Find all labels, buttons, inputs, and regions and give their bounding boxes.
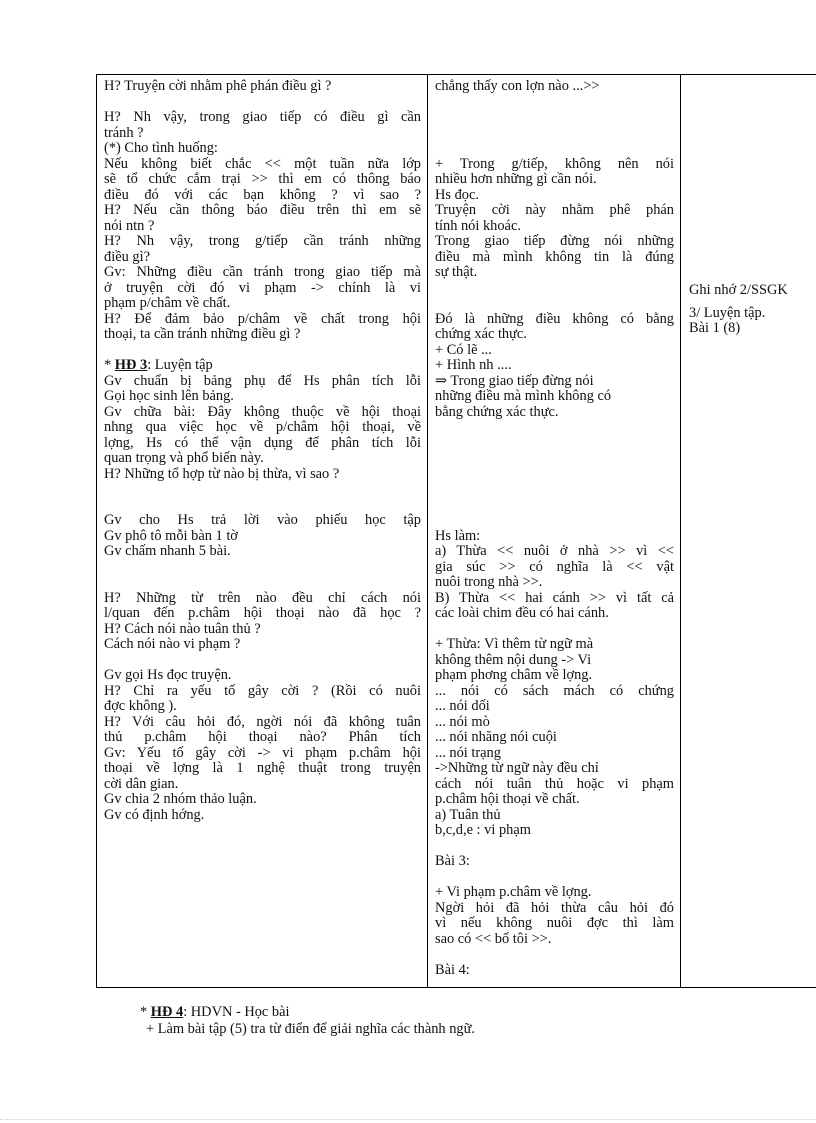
teacher-line: Gv chuẩn bị bảng phụ để Hs phân tích lỗi (104, 372, 421, 389)
student-line: các loài chim đều có hai cánh. (435, 605, 609, 621)
student-line: Đó là những điều không có bằng (435, 310, 674, 327)
teacher-line: cời dân gian. (104, 775, 179, 792)
student-line: Ngời hỏi đã hỏi thừa câu hỏi đó (435, 899, 674, 916)
note-line: Bài 1 (8) (689, 320, 741, 336)
teacher-line: H? Chỉ ra yếu tố gây cời ? (Rồi có nuôi (104, 682, 421, 699)
blank-line (104, 482, 421, 498)
teacher-line: điều gì? (104, 248, 150, 265)
teacher-line: Gv chữa bài: Đây không thuộc về hội thoại (104, 403, 421, 420)
teacher-line: thủ p.châm hội thoại nào? Phân tích (104, 729, 421, 745)
blank-line (435, 436, 674, 452)
teacher-line: Gv gọi Hs đọc truyện. (104, 667, 232, 683)
teacher-line: H? Những từ trên nào đều chỉ cách nói (104, 589, 421, 606)
blank-line (104, 95, 421, 111)
blank-line (104, 653, 421, 669)
section-title: : Luyện tập (147, 357, 213, 373)
spacer (689, 75, 816, 283)
student-line: phạm phơng châm về lợng. (435, 667, 593, 683)
blank-line (435, 498, 674, 514)
teacher-line: Gv: Những điều cần tránh trong giao tiếp mà (104, 264, 421, 280)
student-line: ⇒ Trong giao tiếp đừng nói (435, 372, 594, 389)
blank-line (435, 451, 674, 467)
student-line: sự thật. (435, 264, 478, 280)
teacher-line: H? Để đảm bảo p/châm về chất trong hội (104, 310, 421, 327)
student-line: vì nếu không nuôi đợc thì làm (435, 915, 674, 931)
teacher-line: sẽ tổ chức cắm trại >> thì em có thông báo (104, 171, 421, 187)
student-line: Truyện cời này nhằm phê phán (435, 202, 674, 218)
teacher-line: H? Nh vậy, trong giao tiếp có điều gì cần (104, 109, 421, 125)
student-line: bằng chứng xác thực. (435, 403, 559, 420)
page-bottom-divider (0, 1119, 816, 1120)
teacher-line: Gv cho Hs trả lời vào phiếu học tập (104, 512, 421, 528)
student-line: b,c,d,e : vi phạm (435, 822, 531, 838)
student-line: gia súc >> có nghĩa là << vật (435, 558, 674, 575)
blank-line (435, 141, 674, 157)
blank-line (104, 560, 421, 576)
footer-star: * (140, 1004, 151, 1020)
student-line: ... nói nhăng nói cuội (435, 729, 557, 745)
teacher-line: Gv có định hớng. (104, 806, 205, 823)
teacher-line: phạm p/châm về chất. (104, 295, 231, 311)
teacher-line: quan trọng và phổ biến này. (104, 450, 264, 466)
teacher-line: Nếu không biết chắc << một tuần nữa lớp (104, 155, 421, 172)
student-line: ... nói dối (435, 698, 490, 714)
teacher-line: H? Với câu hỏi đó, ngời nói đã không tuân (104, 713, 421, 730)
blank-line (435, 947, 674, 963)
student-line: sao có << bố tôi >>. (435, 930, 552, 947)
teacher-line: Gọi học sinh lên bảng. (104, 388, 234, 404)
blank-line (435, 482, 674, 498)
student-line: + Trong g/tiếp, không nên nói (435, 155, 674, 172)
student-line: ->Những từ ngữ này đều chỉ (435, 760, 599, 776)
student-line: B) Thừa << hai cánh >> vì tất cả (435, 589, 674, 606)
teacher-line: H? Những tổ hợp từ nào bị thừa, vì sao ? (104, 465, 340, 482)
blank-line (435, 467, 674, 483)
student-line: + Vi phạm p.châm về lợng. (435, 884, 592, 900)
student-line: p.châm hội thoại về chất. (435, 791, 580, 807)
teacher-line: H? Truyện cời nhằm phê phán điều gì ? (104, 78, 332, 94)
student-line: ... nói mò (435, 713, 490, 730)
student-line: cách nói tuân thủ hoặc vi phạm (435, 775, 674, 792)
teacher-activity-column (97, 75, 428, 987)
blank-line (104, 575, 421, 591)
notes-column (681, 75, 816, 987)
footer-line-1 (140, 1004, 290, 1020)
note-line: Ghi nhớ 2/SSGK (689, 282, 788, 298)
blank-line (435, 870, 674, 886)
blank-line (104, 343, 421, 359)
footer-label: HĐ 4 (150, 1004, 184, 1020)
student-line: a) Thừa << nuôi ở nhà >> vì << (435, 543, 674, 559)
blank-line (435, 420, 674, 436)
teacher-line: (*) Cho tình huống: (104, 140, 218, 156)
student-activity-column (428, 75, 681, 987)
student-line: tính nói khoác. (435, 217, 521, 234)
teacher-line: l/quan đến p.châm hội thoại nào đã học ? (104, 605, 421, 621)
lesson-table (96, 74, 816, 988)
student-line: những điều mà mình không có (435, 388, 612, 404)
student-line: Hs làm: (435, 527, 481, 544)
teacher-line: lợng, Hs có thể vận dụng để phân tích lỗi (104, 434, 421, 451)
teacher-line: Gv: Yếu tố gây cời -> vi phạm p.châm hội (104, 744, 421, 761)
student-line: chứng xác thực. (435, 326, 527, 342)
teacher-line: nhng qua việc học về p/châm hội thoại, về (104, 419, 421, 435)
student-line: Bài 3: (435, 853, 470, 869)
student-line: ... nói có sách mách có chứng (435, 682, 674, 699)
blank-line (435, 110, 674, 126)
student-line: a) Tuân thủ (435, 806, 501, 823)
teacher-line: thoại, ta cần tránh những điều gì ? (104, 326, 301, 342)
teacher-line: Cách nói nào vi phạm ? (104, 636, 241, 652)
blank-line (435, 296, 674, 312)
blank-line (435, 513, 674, 529)
blank-line (435, 281, 674, 297)
student-line: Trong giao tiếp đừng nói những (435, 233, 674, 249)
student-line: + Hình nh .... (435, 357, 512, 373)
student-line: nuôi trong nhà >>. (435, 574, 543, 590)
blank-line (104, 498, 421, 514)
student-line: Hs đọc. (435, 186, 479, 203)
student-line: chẳng thấy con lợn nào ...>> (435, 78, 600, 94)
teacher-line (104, 358, 421, 374)
student-line: không thêm nội dung -> Vi (435, 651, 592, 668)
teacher-line: ở truyện cời đó vi phạm -> chính là vi (104, 279, 421, 296)
teacher-line: tránh ? (104, 124, 144, 141)
note-line: 3/ Luyện tập. (689, 304, 766, 321)
blank-line (435, 839, 674, 855)
teacher-line: điều đó với các bạn không ? vì sao ? (104, 186, 421, 203)
student-line: Bài 4: (435, 961, 470, 978)
student-line: điều mà mình không tin là đúng (435, 248, 674, 265)
section-label: HĐ 3 (114, 357, 148, 373)
blank-line (435, 95, 674, 111)
student-line: + Có lẽ ... (435, 341, 492, 358)
blank-line (435, 622, 674, 638)
blank-line (435, 126, 674, 142)
teacher-line: thoại về lợng là 1 nghệ thuật trong truyện (104, 760, 421, 776)
student-line: ... nói trạng (435, 744, 501, 761)
student-line: nhiều hơn những gì cần nói. (435, 171, 597, 187)
teacher-line: Gv chia 2 nhóm thảo luận. (104, 791, 257, 807)
teacher-line: H? Cách nói nào tuân thủ ? (104, 620, 261, 637)
teacher-line: đợc không ). (104, 698, 177, 714)
section-star: * (104, 357, 115, 373)
footer-line-2: + Làm bài tập (5) tra từ điển để giải nghĩa các thành ngữ. (146, 1021, 476, 1037)
footer-rest: : HDVN - Học bài (183, 1004, 290, 1020)
teacher-line: H? Nếu cần thông báo điều trên thì em sẽ (104, 202, 421, 218)
student-line: + Thừa: Vì thêm từ ngữ mà (435, 636, 594, 652)
teacher-line: Gv chấm nhanh 5 bài. (104, 543, 231, 559)
teacher-line: Gv phô tô mỗi bàn 1 tờ (104, 527, 238, 544)
teacher-line: H? Nh vậy, trong g/tiếp cần tránh những (104, 233, 421, 249)
teacher-line: nói ntn ? (104, 217, 155, 234)
